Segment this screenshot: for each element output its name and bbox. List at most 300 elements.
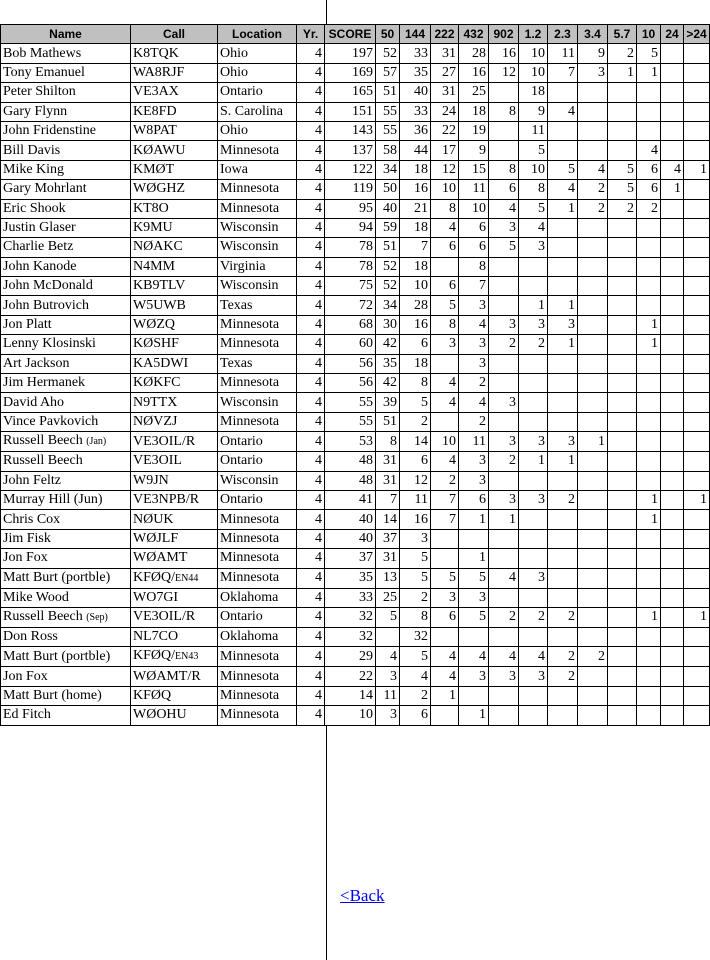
band-count-cell: 52: [376, 44, 400, 63]
operator-name: Eric Shook: [3, 200, 66, 216]
operator-name: John Kanode: [3, 258, 77, 274]
band-count-cell: [489, 471, 519, 490]
year-cell: 4: [297, 335, 325, 354]
band-count-cell: 3: [431, 335, 459, 354]
band-count-cell: [548, 588, 578, 607]
table-row: [1, 686, 710, 705]
band-count-cell: 6: [637, 160, 661, 179]
band-count-cell: 11: [548, 44, 578, 63]
band-count-cell: [548, 549, 578, 568]
band-count-cell: [661, 588, 684, 607]
band-count-cell: 34: [376, 160, 400, 179]
band-count-cell: 3: [548, 432, 578, 452]
operator-name: Mike Wood: [3, 589, 69, 605]
band-count-cell: [578, 277, 608, 296]
score-cell: 32: [325, 627, 376, 646]
operator-name-cell: [1, 607, 131, 627]
year-cell: 4: [297, 452, 325, 471]
band-count-cell: 2: [548, 667, 578, 686]
band-count-cell: [637, 277, 661, 296]
band-count-cell: 4: [519, 647, 548, 667]
band-count-cell: 1: [637, 607, 661, 627]
year-cell: 4: [297, 568, 325, 588]
operator-name-cell: [1, 218, 131, 237]
band-count-cell: 1: [431, 686, 459, 705]
band-count-cell: [637, 471, 661, 490]
table-row: [1, 199, 710, 218]
score-cell: 122: [325, 160, 376, 179]
band-count-cell: [637, 452, 661, 471]
column-header: Name: [1, 25, 131, 44]
band-count-cell: [637, 412, 661, 431]
table-row: [1, 335, 710, 354]
operator-name-cell: [1, 706, 131, 725]
band-count-cell: [661, 529, 684, 548]
band-count-cell: [608, 667, 637, 686]
column-header: Call: [131, 25, 218, 44]
band-count-cell: [548, 568, 578, 588]
band-count-cell: 4: [578, 160, 608, 179]
band-count-cell: 2: [637, 199, 661, 218]
table-row: [1, 102, 710, 121]
year-cell: 4: [297, 63, 325, 82]
band-count-cell: [661, 141, 684, 160]
band-count-cell: [684, 335, 710, 354]
table-row: [1, 432, 710, 452]
callsign: NØUK: [133, 511, 174, 527]
band-count-cell: [684, 238, 710, 257]
location-cell: Oklahoma: [218, 588, 297, 607]
band-count-cell: 15: [459, 160, 489, 179]
band-count-cell: 11: [519, 121, 548, 140]
band-count-cell: 9: [459, 141, 489, 160]
band-count-cell: [489, 83, 519, 102]
band-count-cell: [661, 121, 684, 140]
callsign-cell: [131, 568, 218, 588]
band-count-cell: 33: [400, 102, 431, 121]
operator-name-cell: [1, 63, 131, 82]
band-count-cell: 8: [376, 432, 400, 452]
band-count-cell: [519, 374, 548, 393]
band-count-cell: [608, 549, 637, 568]
operator-name-cell: [1, 393, 131, 412]
band-count-cell: [637, 374, 661, 393]
band-count-cell: [661, 686, 684, 705]
table-row: [1, 121, 710, 140]
band-count-cell: 16: [400, 510, 431, 529]
band-count-cell: 8: [400, 607, 431, 627]
band-count-cell: 2: [519, 607, 548, 627]
band-count-cell: 1: [684, 490, 710, 509]
band-count-cell: 1: [489, 510, 519, 529]
band-count-cell: [608, 393, 637, 412]
band-count-cell: 39: [376, 393, 400, 412]
score-cell: 48: [325, 452, 376, 471]
band-count-cell: [661, 238, 684, 257]
callsign: WO7GI: [133, 589, 179, 605]
band-count-cell: 3: [376, 667, 400, 686]
band-count-cell: 17: [431, 141, 459, 160]
location-cell: Minnesota: [218, 706, 297, 725]
column-header: Yr.: [297, 25, 325, 44]
callsign-cell: [131, 335, 218, 354]
band-count-cell: 3: [489, 432, 519, 452]
band-count-cell: [684, 588, 710, 607]
band-count-cell: 58: [376, 141, 400, 160]
band-count-cell: 4: [431, 647, 459, 667]
year-cell: 4: [297, 374, 325, 393]
band-count-cell: [548, 374, 578, 393]
location-cell: Minnesota: [218, 510, 297, 529]
band-count-cell: [489, 277, 519, 296]
location-cell: Ohio: [218, 121, 297, 140]
year-cell: 4: [297, 667, 325, 686]
band-count-cell: 1: [548, 335, 578, 354]
callsign-cell: [131, 83, 218, 102]
band-count-cell: [661, 647, 684, 667]
band-count-cell: [578, 412, 608, 431]
score-cell: 60: [325, 335, 376, 354]
band-count-cell: [637, 627, 661, 646]
band-count-cell: 40: [400, 83, 431, 102]
column-header: 10: [637, 25, 661, 44]
score-cell: 55: [325, 412, 376, 431]
band-count-cell: 4: [431, 452, 459, 471]
callsign-cell: [131, 180, 218, 199]
callsign-cell: [131, 238, 218, 257]
score-cell: 197: [325, 44, 376, 63]
band-count-cell: [661, 568, 684, 588]
callsign-cell: [131, 160, 218, 179]
band-count-cell: 3: [519, 238, 548, 257]
band-count-cell: [684, 141, 710, 160]
score-cell: 32: [325, 607, 376, 627]
band-count-cell: [661, 471, 684, 490]
band-count-cell: [578, 706, 608, 725]
operator-name: Jon Fox: [3, 550, 48, 566]
band-count-cell: 24: [431, 102, 459, 121]
band-count-cell: [608, 510, 637, 529]
band-count-cell: 1: [637, 63, 661, 82]
band-count-cell: [578, 529, 608, 548]
table-row: [1, 277, 710, 296]
column-header: 3.4: [578, 25, 608, 44]
band-count-cell: 14: [376, 510, 400, 529]
operator-name: Vince Pavkovich: [3, 414, 99, 429]
band-count-cell: 7: [431, 510, 459, 529]
band-count-cell: 2: [489, 452, 519, 471]
band-count-cell: [548, 510, 578, 529]
band-count-cell: [431, 529, 459, 548]
band-count-cell: 2: [489, 335, 519, 354]
band-count-cell: 31: [376, 471, 400, 490]
band-count-cell: 57: [376, 63, 400, 82]
band-count-cell: 11: [459, 432, 489, 452]
band-count-cell: [459, 627, 489, 646]
band-count-cell: 1: [548, 296, 578, 315]
callsign-cell: [131, 296, 218, 315]
callsign: WØAMT: [133, 550, 188, 566]
score-cell: 143: [325, 121, 376, 140]
band-count-cell: 5: [400, 549, 431, 568]
operator-name-cell: [1, 374, 131, 393]
band-count-cell: 8: [519, 180, 548, 199]
band-count-cell: [489, 627, 519, 646]
year-cell: 4: [297, 199, 325, 218]
column-header: 1.2: [519, 25, 548, 44]
band-count-cell: 1: [637, 510, 661, 529]
location-cell: Wisconsin: [218, 238, 297, 257]
band-count-cell: [608, 354, 637, 373]
band-count-cell: [578, 490, 608, 509]
callsign: KØAWU: [133, 142, 186, 158]
band-count-cell: [519, 257, 548, 276]
band-count-cell: [519, 471, 548, 490]
band-count-cell: 28: [459, 44, 489, 63]
operator-name: Gary Flynn: [3, 103, 68, 119]
band-count-cell: 59: [376, 218, 400, 237]
band-count-cell: [578, 257, 608, 276]
band-count-cell: 3: [400, 529, 431, 548]
callsign-cell: [131, 199, 218, 218]
table-row: [1, 568, 710, 588]
year-cell: 4: [297, 686, 325, 705]
band-count-cell: [637, 238, 661, 257]
band-count-cell: 3: [431, 588, 459, 607]
band-count-cell: [608, 452, 637, 471]
callsign: KB9TLV: [133, 278, 186, 294]
band-count-cell: [684, 83, 710, 102]
operator-name-cell: [1, 452, 131, 471]
band-count-cell: 3: [578, 63, 608, 82]
location-cell: Minnesota: [218, 568, 297, 588]
column-header: Location: [218, 25, 297, 44]
name-note: (Sep): [86, 611, 108, 623]
table-row: [1, 315, 710, 334]
callsign-cell: [131, 627, 218, 646]
band-count-cell: [608, 238, 637, 257]
band-count-cell: 5: [400, 647, 431, 667]
band-count-cell: [608, 490, 637, 509]
band-count-cell: [578, 588, 608, 607]
operator-name: Bob Mathews: [3, 45, 82, 61]
band-count-cell: [548, 83, 578, 102]
band-count-cell: [548, 686, 578, 705]
band-count-cell: 3: [459, 335, 489, 354]
year-cell: 4: [297, 432, 325, 452]
table-row: [1, 83, 710, 102]
band-count-cell: 21: [400, 199, 431, 218]
column-header: >24: [684, 25, 710, 44]
band-count-cell: 52: [376, 277, 400, 296]
band-count-cell: 7: [548, 63, 578, 82]
back-link[interactable]: <Back: [340, 886, 385, 905]
operator-name-cell: [1, 83, 131, 102]
band-count-cell: 3: [459, 452, 489, 471]
band-count-cell: 11: [400, 490, 431, 509]
year-cell: 4: [297, 102, 325, 121]
band-count-cell: [661, 63, 684, 82]
operator-name-cell: [1, 199, 131, 218]
band-count-cell: [661, 102, 684, 121]
operator-name: Russell Beech: [3, 433, 83, 449]
callsign: WA8RJF: [133, 64, 185, 80]
band-count-cell: [548, 412, 578, 431]
band-count-cell: [684, 627, 710, 646]
band-count-cell: 18: [459, 102, 489, 121]
operator-name-cell: [1, 432, 131, 452]
band-count-cell: [684, 354, 710, 373]
location-cell: Minnesota: [218, 412, 297, 431]
location-cell: Ontario: [218, 83, 297, 102]
callsign-cell: [131, 354, 218, 373]
band-count-cell: 31: [376, 549, 400, 568]
band-count-cell: 2: [548, 647, 578, 667]
year-cell: 4: [297, 141, 325, 160]
score-cell: 53: [325, 432, 376, 452]
band-count-cell: [489, 412, 519, 431]
location-cell: Minnesota: [218, 315, 297, 334]
band-count-cell: 1: [548, 452, 578, 471]
location-cell: Ontario: [218, 490, 297, 509]
band-count-cell: 3: [519, 315, 548, 334]
callsign: NL7CO: [133, 629, 179, 645]
callsign: N4MM: [133, 258, 176, 274]
band-count-cell: [519, 277, 548, 296]
band-count-cell: 10: [431, 180, 459, 199]
band-count-cell: 2: [489, 607, 519, 627]
operator-name-cell: [1, 180, 131, 199]
location-cell: Minnesota: [218, 335, 297, 354]
band-count-cell: [489, 686, 519, 705]
location-cell: Ontario: [218, 452, 297, 471]
score-cell: 75: [325, 277, 376, 296]
year-cell: 4: [297, 627, 325, 646]
band-count-cell: 5: [519, 141, 548, 160]
score-cell: 48: [325, 471, 376, 490]
callsign: WØJLF: [133, 530, 179, 546]
band-count-cell: [684, 667, 710, 686]
column-header: 144: [400, 25, 431, 44]
callsign-cell: [131, 218, 218, 237]
band-count-cell: [684, 374, 710, 393]
score-cell: 72: [325, 296, 376, 315]
band-count-cell: [637, 549, 661, 568]
band-count-cell: 4: [548, 180, 578, 199]
band-count-cell: 2: [548, 490, 578, 509]
band-count-cell: [578, 315, 608, 334]
band-count-cell: [684, 277, 710, 296]
band-count-cell: [684, 315, 710, 334]
band-count-cell: 31: [431, 83, 459, 102]
operator-name-cell: [1, 588, 131, 607]
operator-name-cell: [1, 141, 131, 160]
band-count-cell: 16: [400, 315, 431, 334]
callsign-cell: [131, 121, 218, 140]
table-row: [1, 667, 710, 686]
year-cell: 4: [297, 277, 325, 296]
band-count-cell: [578, 374, 608, 393]
band-count-cell: [548, 277, 578, 296]
band-count-cell: 1: [578, 432, 608, 452]
score-cell: 119: [325, 180, 376, 199]
callsign-cell: [131, 667, 218, 686]
band-count-cell: [608, 335, 637, 354]
score-cell: 165: [325, 83, 376, 102]
year-cell: 4: [297, 218, 325, 237]
band-count-cell: 5: [548, 160, 578, 179]
band-count-cell: [661, 627, 684, 646]
table-header-row: [1, 25, 710, 44]
band-count-cell: [519, 706, 548, 725]
band-count-cell: [489, 549, 519, 568]
band-count-cell: 3: [519, 568, 548, 588]
callsign: WØGHZ: [133, 181, 186, 197]
score-cell: 41: [325, 490, 376, 509]
score-cell: 10: [325, 706, 376, 725]
band-count-cell: [578, 238, 608, 257]
band-count-cell: [608, 374, 637, 393]
band-count-cell: 6: [431, 277, 459, 296]
band-count-cell: [519, 393, 548, 412]
table-row: [1, 549, 710, 568]
band-count-cell: 5: [431, 296, 459, 315]
year-cell: 4: [297, 44, 325, 63]
band-count-cell: [548, 257, 578, 276]
band-count-cell: 5: [489, 238, 519, 257]
location-cell: Minnesota: [218, 529, 297, 548]
callsign-cell: [131, 141, 218, 160]
band-count-cell: 13: [376, 568, 400, 588]
band-count-cell: 5: [459, 607, 489, 627]
band-count-cell: 1: [637, 490, 661, 509]
column-header: 24: [661, 25, 684, 44]
band-count-cell: [578, 607, 608, 627]
location-cell: Minnesota: [218, 180, 297, 199]
band-count-cell: 10: [459, 199, 489, 218]
band-count-cell: [578, 549, 608, 568]
callsign: KFØQ/: [133, 648, 176, 664]
band-count-cell: [661, 452, 684, 471]
band-count-cell: [661, 335, 684, 354]
band-count-cell: 2: [608, 199, 637, 218]
band-count-cell: 33: [400, 44, 431, 63]
band-count-cell: 12: [400, 471, 431, 490]
band-count-cell: [578, 627, 608, 646]
band-count-cell: [684, 647, 710, 667]
location-cell: Wisconsin: [218, 218, 297, 237]
score-cell: 78: [325, 257, 376, 276]
callsign: N9TTX: [133, 394, 178, 410]
band-count-cell: 14: [400, 432, 431, 452]
band-count-cell: [684, 257, 710, 276]
score-cell: 22: [325, 667, 376, 686]
band-count-cell: 18: [400, 257, 431, 276]
score-cell: 68: [325, 315, 376, 334]
band-count-cell: 9: [519, 102, 548, 121]
band-count-cell: [578, 218, 608, 237]
band-count-cell: [661, 706, 684, 725]
score-cell: 151: [325, 102, 376, 121]
year-cell: 4: [297, 471, 325, 490]
callsign: W8PAT: [133, 123, 177, 139]
contest-results-table: [0, 24, 710, 726]
band-count-cell: 1: [661, 180, 684, 199]
band-count-cell: [519, 588, 548, 607]
band-count-cell: [431, 549, 459, 568]
score-cell: 95: [325, 199, 376, 218]
band-count-cell: [661, 315, 684, 334]
